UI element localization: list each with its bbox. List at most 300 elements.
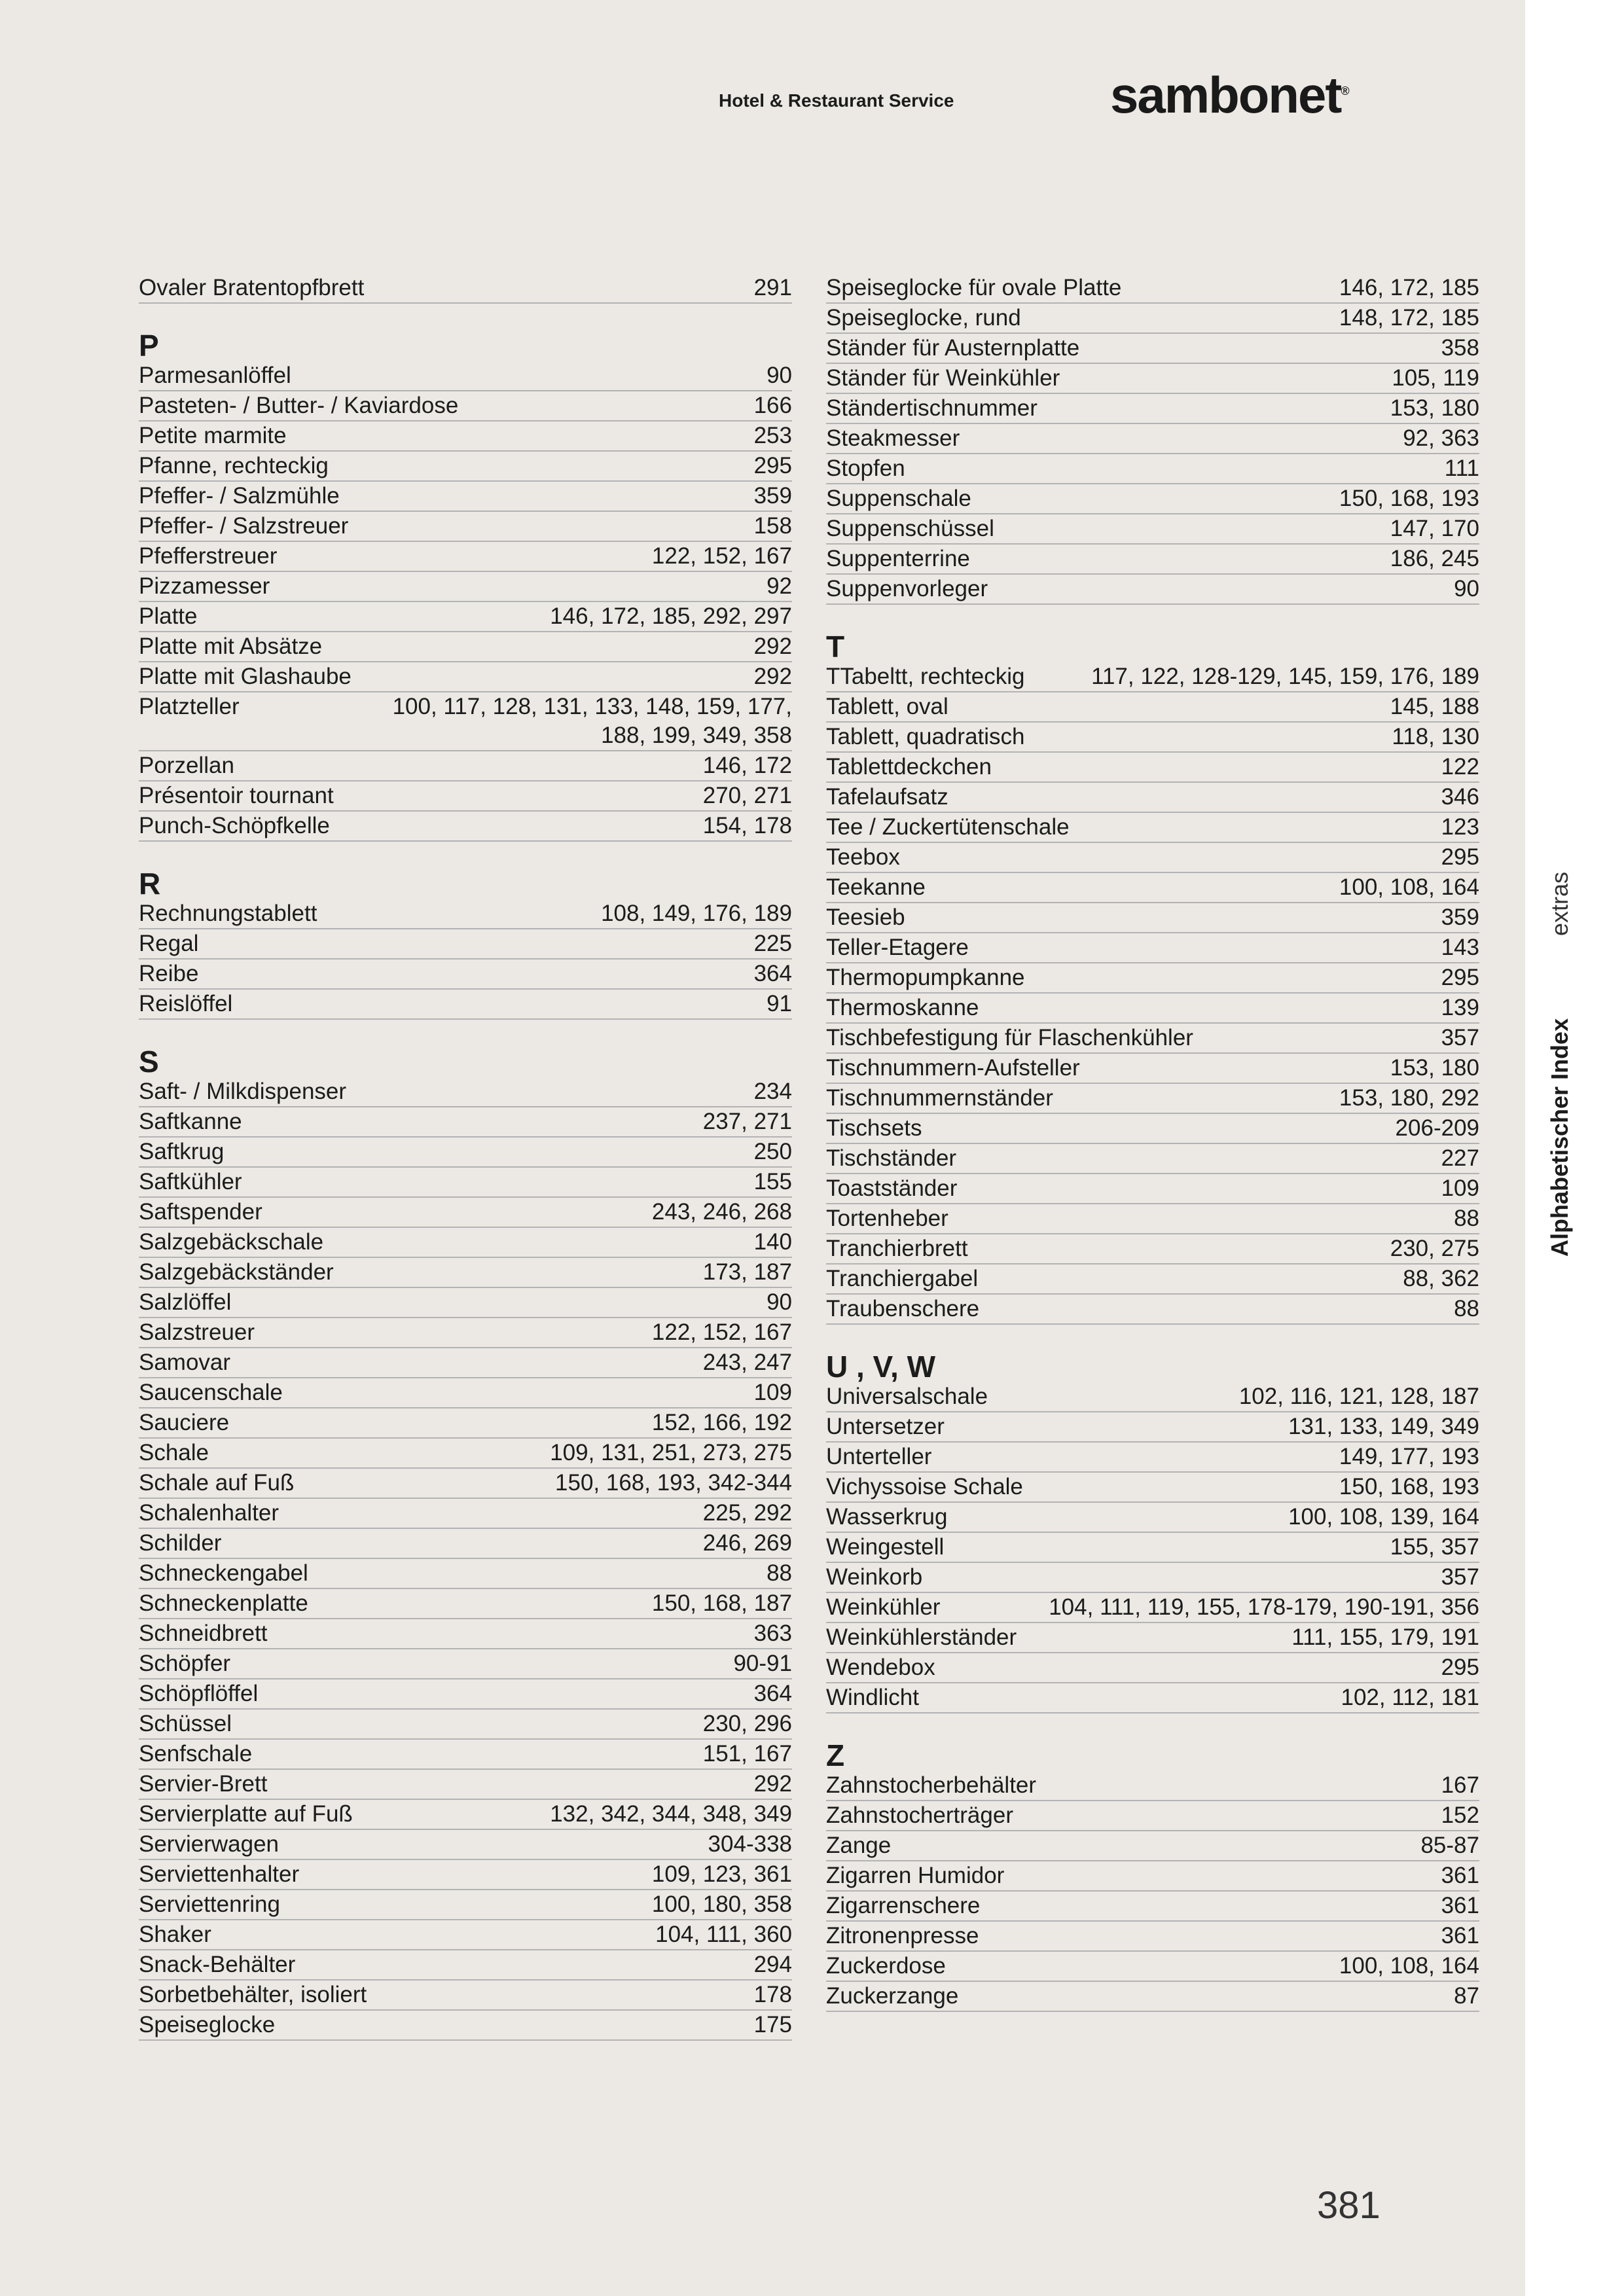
entry-label: Schneckengabel: [139, 1560, 308, 1586]
index-entry: [826, 1265, 1479, 1295]
index-entry: [826, 1922, 1479, 1952]
entry-pages: 147, 170: [1390, 516, 1479, 541]
entry-label: Ständer für Austernplatte: [826, 335, 1080, 361]
entry-label: Vichyssoise Schale: [826, 1474, 1023, 1499]
entry-label: Tischständer: [826, 1145, 957, 1171]
entry-pages: 131, 133, 149, 349: [1288, 1414, 1479, 1439]
entry-pages: 139: [1441, 995, 1479, 1020]
index-entry: [139, 1168, 792, 1198]
index-entry: [826, 813, 1479, 843]
entry-label: Serviettenring: [139, 1892, 280, 1917]
entry-pages: 155: [753, 1169, 792, 1194]
entry-pages: 100, 180, 358: [651, 1892, 792, 1917]
index-entry: [826, 1982, 1479, 2012]
index-entry: [826, 1593, 1479, 1623]
index-entry: [826, 873, 1479, 903]
entry-label: Teebox: [826, 844, 900, 870]
index-entry: [826, 994, 1479, 1024]
index-entry: [139, 1890, 792, 1920]
entry-pages: 154, 178: [702, 813, 792, 838]
index-entry: [826, 575, 1479, 605]
entry-pages: 92: [767, 573, 792, 599]
entry-label: Salzstreuer: [139, 1319, 255, 1345]
entry-label: Suppenterrine: [826, 546, 970, 571]
entry-label: TTabeltt, rechteckig: [826, 664, 1025, 689]
index-entry: [139, 1469, 792, 1499]
entry-pages: 145, 188: [1390, 694, 1479, 719]
entry-pages: 167: [1441, 1772, 1479, 1798]
entry-label: Untersetzer: [826, 1414, 945, 1439]
entry-pages: 111: [1444, 456, 1479, 481]
entry-label: Schöpflöffel: [139, 1681, 259, 1706]
index-entry: [139, 1589, 792, 1619]
sidebar-vertical-label: [1546, 871, 1573, 1257]
index-entry: [139, 1559, 792, 1589]
index-entry: [826, 1801, 1479, 1831]
index-entry: [826, 454, 1479, 484]
index-entry: [139, 812, 792, 842]
index-entry: [139, 512, 792, 542]
entry-label: Salzgebäckschale: [139, 1229, 324, 1255]
index-entry: [826, 545, 1479, 575]
entry-pages: 122, 152, 167: [651, 1319, 792, 1345]
entry-label: Pasteten- / Butter- / Kaviardose: [139, 393, 459, 418]
index-entry: [139, 1649, 792, 1679]
index-entry: [139, 452, 792, 482]
index-entry: [139, 1378, 792, 1408]
index-entry: [139, 1198, 792, 1228]
index-letter-heading: T: [826, 630, 845, 664]
entry-pages: 155, 357: [1390, 1534, 1479, 1560]
index-entry: [826, 1144, 1479, 1174]
entry-label: Saft- / Milkdispenser: [139, 1079, 347, 1104]
entry-pages: 150, 168, 193, 342-344: [555, 1470, 792, 1496]
entry-pages: 109, 131, 251, 273, 275: [550, 1440, 792, 1465]
entry-pages: 100, 108, 139, 164: [1288, 1504, 1479, 1530]
index-entry: [826, 1054, 1479, 1084]
entry-pages: 90: [1454, 576, 1479, 601]
index-entry: [139, 1920, 792, 1950]
section-title: Alphabetischer Index: [1546, 1018, 1573, 1257]
header-tagline: Hotel & Restaurant Service: [719, 90, 954, 111]
index-entry: [139, 1710, 792, 1740]
index-entry: [139, 1439, 792, 1469]
entry-pages: 227: [1441, 1145, 1479, 1171]
entry-pages: 250: [753, 1139, 792, 1164]
entry-pages: 85-87: [1420, 1833, 1479, 1858]
entry-pages: 295: [1441, 1655, 1479, 1680]
index-entry: [826, 1382, 1479, 1412]
index-entry: [139, 1408, 792, 1439]
registered-mark: ®: [1341, 84, 1350, 98]
index-entry: [139, 929, 792, 960]
entry-label: Thermoskanne: [826, 995, 979, 1020]
entry-label: Weinkühlerständer: [826, 1624, 1017, 1650]
entry-label: Schale auf Fuß: [139, 1470, 295, 1496]
index-entry: [826, 1952, 1479, 1982]
entry-label: Servierplatte auf Fuß: [139, 1801, 353, 1827]
entry-label: Saftkanne: [139, 1109, 242, 1134]
entry-label: Servierwagen: [139, 1831, 279, 1857]
index-entry: [826, 1892, 1479, 1922]
entry-pages: 243, 247: [702, 1350, 792, 1375]
index-entry: [826, 1653, 1479, 1683]
entry-label: Schale: [139, 1440, 209, 1465]
index-entry: [139, 1228, 792, 1258]
entry-pages: 153, 180: [1390, 395, 1479, 421]
entry-label: Suppenvorleger: [826, 576, 988, 601]
index-entry: [826, 514, 1479, 545]
index-entry: [826, 1683, 1479, 1713]
entry-label: Regal: [139, 931, 199, 956]
entry-label: Samovar: [139, 1350, 231, 1375]
section-name: extras: [1546, 871, 1573, 936]
entry-label: Platte mit Absätze: [139, 634, 323, 659]
entry-label: Schöpfer: [139, 1651, 231, 1676]
entry-pages: 186, 245: [1390, 546, 1479, 571]
index-entry: [139, 1529, 792, 1559]
index-entry: [139, 542, 792, 572]
entry-pages: 109: [753, 1380, 792, 1405]
entry-label: Présentoir tournant: [139, 783, 334, 808]
entry-pages: 146, 172: [702, 753, 792, 778]
index-entry: [139, 1348, 792, 1378]
entry-pages: 91: [767, 991, 792, 1016]
index-letter-heading: Z: [826, 1738, 845, 1772]
entry-pages: 104, 111, 360: [655, 1922, 792, 1947]
index-entry: [826, 304, 1479, 334]
index-entry: [139, 1740, 792, 1770]
entry-label: Pfefferstreuer: [139, 543, 278, 569]
index-entry: [139, 2011, 792, 2041]
entry-pages: 88: [1454, 1296, 1479, 1321]
entry-label: Ovaler Bratentopfbrett: [139, 275, 365, 300]
entry-pages: 292: [753, 634, 792, 659]
entry-label: Schüssel: [139, 1711, 232, 1736]
entry-pages: 153, 180: [1390, 1055, 1479, 1081]
entry-label: Zuckerdose: [826, 1953, 946, 1979]
entry-label: Speiseglocke, rund: [826, 305, 1021, 331]
entry-label: Tischsets: [826, 1115, 922, 1141]
entry-label: Reislöffel: [139, 991, 233, 1016]
index-entry: [139, 274, 792, 304]
entry-label: Tischnummernständer: [826, 1085, 1053, 1111]
index-entry: [139, 1288, 792, 1318]
entry-pages: 206-209: [1395, 1115, 1479, 1141]
index-entry: [139, 1318, 792, 1348]
entry-label: Zahnstocherträger: [826, 1803, 1013, 1828]
entry-pages: 140: [753, 1229, 792, 1255]
entry-label: Teller-Etagere: [826, 935, 969, 960]
entry-pages: 292: [753, 1771, 792, 1797]
index-entry: [139, 990, 792, 1020]
entry-pages: 166: [753, 393, 792, 418]
entry-label: Schalenhalter: [139, 1500, 280, 1526]
index-entry: [826, 1563, 1479, 1593]
entry-pages: 100, 108, 164: [1339, 874, 1479, 900]
entry-label: Thermopumpkanne: [826, 965, 1025, 990]
entry-label: Teekanne: [826, 874, 926, 900]
entry-pages: 150, 168, 187: [651, 1590, 792, 1616]
entry-pages: 146, 172, 185: [1339, 275, 1479, 300]
entry-pages: 100, 108, 164: [1339, 1953, 1479, 1979]
entry-label: Snack-Behälter: [139, 1952, 296, 1977]
entry-pages: 178: [753, 1982, 792, 2007]
index-entry: [139, 751, 792, 781]
entry-pages: 230, 296: [702, 1711, 792, 1736]
entry-pages: 253: [753, 423, 792, 448]
index-entry: [826, 1623, 1479, 1653]
index-entry: [826, 1831, 1479, 1861]
entry-pages: 363: [753, 1621, 792, 1646]
entry-pages: 102, 116, 121, 128, 187: [1238, 1384, 1479, 1409]
entry-label: Petite marmite: [139, 423, 287, 448]
index-entry: [139, 1107, 792, 1138]
entry-label: Pizzamesser: [139, 573, 270, 599]
index-entry: [826, 1771, 1479, 1801]
index-entry: [139, 899, 792, 929]
entry-label: Sorbetbehälter, isoliert: [139, 1982, 367, 2007]
entry-label: Saucenschale: [139, 1380, 283, 1405]
entry-pages: 152, 166, 192: [651, 1410, 792, 1435]
entry-label: Speiseglocke: [139, 2012, 276, 2037]
entry-label: Schneckenplatte: [139, 1590, 308, 1616]
index-letter-heading: P: [139, 329, 159, 363]
entry-label: Pfeffer- / Salzmühle: [139, 483, 340, 509]
index-entry: [826, 903, 1479, 933]
entry-label: Tafelaufsatz: [826, 784, 948, 810]
entry-label: Zitronenpresse: [826, 1923, 979, 1948]
entry-pages: 88: [767, 1560, 792, 1586]
entry-label: Salzgebäckständer: [139, 1259, 334, 1285]
index-entry: [826, 1204, 1479, 1234]
entry-label: Senfschale: [139, 1741, 253, 1767]
index-entry: [826, 334, 1479, 364]
index-entry: [826, 843, 1479, 873]
entry-label: Steakmesser: [826, 425, 960, 451]
entry-label: Tee / Zuckertütenschale: [826, 814, 1070, 840]
index-entry: [139, 391, 792, 422]
entry-pages: 109: [1441, 1175, 1479, 1201]
index-entry: [826, 1024, 1479, 1054]
entry-label: Ständer für Weinkühler: [826, 365, 1060, 391]
entry-label: Zange: [826, 1833, 892, 1858]
index-entry: [826, 274, 1479, 304]
index-entry: [139, 1679, 792, 1710]
entry-label: Serviettenhalter: [139, 1861, 300, 1887]
page-number: 381: [1317, 2184, 1380, 2227]
entry-pages: 291: [753, 275, 792, 300]
entry-label: Weinkorb: [826, 1564, 923, 1590]
entry-pages: 148, 172, 185: [1339, 305, 1479, 331]
entry-label: Wasserkrug: [826, 1504, 948, 1530]
entry-label: Ständertischnummer: [826, 395, 1038, 421]
entry-pages: 237, 271: [702, 1109, 792, 1134]
entry-label: Tranchierbrett: [826, 1236, 968, 1261]
entry-pages: 90-91: [733, 1651, 792, 1676]
index-entry: [826, 1861, 1479, 1892]
entry-label: Suppenschüssel: [826, 516, 994, 541]
index-entry: [826, 1295, 1479, 1325]
entry-label: Tortenheber: [826, 1206, 948, 1231]
entry-pages: 150, 168, 193: [1339, 486, 1479, 511]
index-entry: [826, 1234, 1479, 1265]
entry-label: Zahnstocherbehälter: [826, 1772, 1037, 1798]
entry-label: Pfeffer- / Salzstreuer: [139, 513, 349, 539]
index-entry: [826, 364, 1479, 394]
entry-pages: 295: [753, 453, 792, 478]
entry-label: Shaker: [139, 1922, 211, 1947]
index-letter-heading: R: [139, 867, 161, 901]
entry-pages: 151, 167: [702, 1741, 792, 1767]
entry-pages: 146, 172, 185, 292, 297: [550, 603, 792, 629]
entry-label: Windlicht: [826, 1685, 919, 1710]
entry-pages: 304-338: [708, 1831, 792, 1857]
index-entry: [826, 662, 1479, 692]
entry-pages: 90: [767, 1289, 792, 1315]
entry-label: Weingestell: [826, 1534, 945, 1560]
entry-pages: 132, 342, 344, 348, 349: [550, 1801, 792, 1827]
brand-logo-text: sambonet: [1110, 66, 1341, 124]
index-entry: [139, 1258, 792, 1288]
entry-label: Zigarren Humidor: [826, 1863, 1005, 1888]
entry-pages: 364: [753, 1681, 792, 1706]
index-entry: [826, 1412, 1479, 1443]
entry-pages: 108, 149, 176, 189: [601, 901, 792, 926]
index-letter-heading: U , V, W: [826, 1350, 935, 1384]
entry-label: Tablett, quadratisch: [826, 724, 1025, 749]
index-entry: [826, 723, 1479, 753]
index-entry: [139, 662, 792, 692]
entry-label: Zigarrenschere: [826, 1893, 981, 1918]
entry-label: Salzlöffel: [139, 1289, 232, 1315]
entry-pages: 364: [753, 961, 792, 986]
index-entry: [826, 1503, 1479, 1533]
entry-label: Suppenschale: [826, 486, 971, 511]
entry-label: Zuckerzange: [826, 1983, 959, 2009]
index-entry: [139, 692, 792, 721]
entry-pages: 234: [753, 1079, 792, 1104]
entry-pages: 359: [753, 483, 792, 509]
index-entry: [826, 963, 1479, 994]
index-entry: [139, 960, 792, 990]
entry-label: Platte: [139, 603, 198, 629]
entry-pages: 346: [1441, 784, 1479, 810]
entry-label: Tablett, oval: [826, 694, 948, 719]
entry-pages: 246, 269: [702, 1530, 792, 1556]
entry-label: Tranchiergabel: [826, 1266, 979, 1291]
index-entry: [139, 1770, 792, 1800]
entry-label: Tischnummern-Aufsteller: [826, 1055, 1080, 1081]
entry-pages: 122, 152, 167: [651, 543, 792, 569]
index-entry: [139, 632, 792, 662]
index-entry: [139, 482, 792, 512]
entry-label: Platte mit Glashaube: [139, 664, 352, 689]
index-entry: [826, 484, 1479, 514]
entry-pages: 152: [1441, 1803, 1479, 1828]
index-entry: [826, 783, 1479, 813]
entry-label: Stopfen: [826, 456, 905, 481]
entry-label: Schilder: [139, 1530, 222, 1556]
index-entry: [139, 1138, 792, 1168]
index-entry: [139, 721, 792, 751]
entry-pages: 123: [1441, 814, 1479, 840]
entry-pages: 225, 292: [702, 1500, 792, 1526]
entry-label: Punch-Schöpfkelle: [139, 813, 330, 838]
index-column-right: [826, 274, 1479, 2012]
entry-label: Platzteller: [139, 694, 240, 719]
entry-pages: 158: [753, 513, 792, 539]
entry-pages: 357: [1441, 1025, 1479, 1050]
index-entry: [826, 1084, 1479, 1114]
entry-label: Reibe: [139, 961, 199, 986]
index-entry: [139, 1800, 792, 1830]
index-entry: [826, 394, 1479, 424]
entry-pages: 143: [1441, 935, 1479, 960]
entry-label: Tablettdeckchen: [826, 754, 992, 780]
entry-label: Universalschale: [826, 1384, 988, 1409]
entry-label: Toastständer: [826, 1175, 958, 1201]
entry-pages: 359: [1441, 905, 1479, 930]
entry-pages: 295: [1441, 965, 1479, 990]
entry-label: Unterteller: [826, 1444, 932, 1469]
index-entry: [139, 1499, 792, 1529]
entry-pages: 270, 271: [702, 783, 792, 808]
entry-pages: 153, 180, 292: [1339, 1085, 1479, 1111]
entry-pages: 357: [1441, 1564, 1479, 1590]
entry-pages: 88, 362: [1403, 1266, 1479, 1291]
entry-label: Pfanne, rechteckig: [139, 453, 329, 478]
index-entry: [826, 424, 1479, 454]
entry-label: Saftkrug: [139, 1139, 225, 1164]
entry-label: Speiseglocke für ovale Platte: [826, 275, 1122, 300]
entry-pages: 358: [1441, 335, 1479, 361]
entry-pages: 361: [1441, 1863, 1479, 1888]
index-entry: [139, 1860, 792, 1890]
entry-label: Saftspender: [139, 1199, 262, 1225]
entry-pages: 243, 246, 268: [651, 1199, 792, 1225]
index-entry: [139, 602, 792, 632]
entry-label: Tischbefestigung für Flaschenkühler: [826, 1025, 1193, 1050]
index-entry: [139, 1981, 792, 2011]
entry-label: Teesieb: [826, 905, 905, 930]
index-column-left: [139, 274, 792, 2041]
index-entry: [826, 1114, 1479, 1144]
index-entry: [826, 1443, 1479, 1473]
entry-label: Saftkühler: [139, 1169, 242, 1194]
entry-pages: 361: [1441, 1893, 1479, 1918]
index-entry: [139, 1077, 792, 1107]
entry-pages: 225: [753, 931, 792, 956]
entry-pages: 88: [1454, 1206, 1479, 1231]
entry-pages: 292: [753, 664, 792, 689]
entry-pages: 100, 117, 128, 131, 133, 148, 159, 177,: [392, 694, 792, 719]
entry-label: Parmesanlöffel: [139, 363, 291, 388]
index-entry: [139, 781, 792, 812]
entry-label: Weinkühler: [826, 1594, 941, 1620]
entry-pages: 294: [753, 1952, 792, 1977]
entry-pages: 118, 130: [1392, 724, 1479, 749]
entry-pages: 188, 199, 349, 358: [601, 723, 792, 748]
index-entry: [826, 1533, 1479, 1563]
entry-pages: 111, 155, 179, 191: [1291, 1624, 1479, 1650]
entry-pages: 109, 123, 361: [651, 1861, 792, 1887]
index-entry: [139, 572, 792, 602]
entry-pages: 92, 363: [1403, 425, 1479, 451]
index-entry: [139, 361, 792, 391]
index-entry: [826, 1174, 1479, 1204]
entry-pages: 87: [1454, 1983, 1479, 2009]
